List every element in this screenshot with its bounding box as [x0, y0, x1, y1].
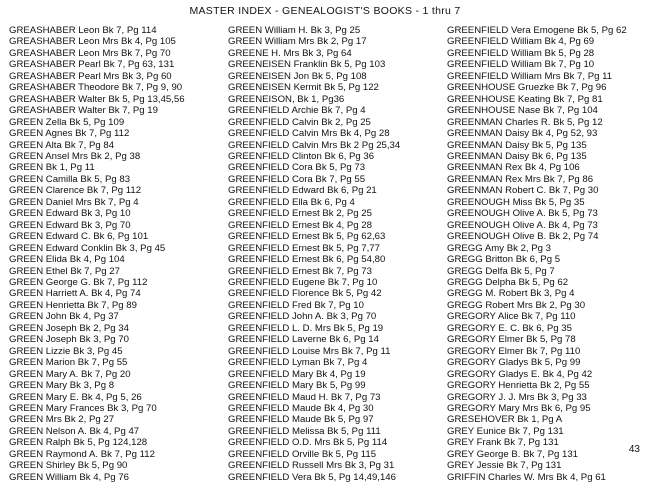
index-entry: GREGORY Henrietta Bk 2, Pg 55 — [447, 380, 590, 392]
index-entry: GREENMAN Daisy Bk 6, Pg 135 — [447, 150, 587, 162]
index-entry: GREY Eunice Bk 7, Pg 131 — [447, 425, 564, 437]
index-entry: GREEN William Mrs Bk 2, Pg 17 — [228, 36, 367, 48]
index-entry: GREEN Daniel Mrs Bk 7, Pg 4 — [9, 196, 139, 208]
index-entry: GREENEISEN Franklin Bk 5, Pg 103 — [228, 59, 386, 71]
index-entry: GREGORY Elmer Bk 5, Pg 78 — [447, 334, 576, 346]
index-entry: GREENFIELD Mary Bk 5, Pg 99 — [228, 380, 366, 392]
index-entry: GREENOUGH Olive B. Bk 2, Pg 74 — [447, 231, 599, 243]
index-entry: GREENFIELD Louise Mrs Bk 7, Pg 11 — [228, 345, 391, 357]
index-entry: GREENMAN Robert C. Bk 7, Pg 30 — [447, 185, 599, 197]
index-entry: GREENHOUSE Keating Bk 7, Pg 81 — [447, 93, 603, 105]
index-column-3 — [447, 25, 627, 483]
index-entry: GREENFIELD Archie Bk 7, Pg 4 — [228, 105, 366, 117]
index-entry: GREASHABER Pearl Mrs Bk 3, Pg 60 — [9, 70, 172, 82]
index-entry: GREEN Camilla Bk 5, Pg 83 — [9, 173, 131, 185]
index-entry: GREENFIELD William Mrs Bk 7, Pg 11 — [447, 70, 613, 82]
index-entry: GREEN John Bk 4, Pg 37 — [9, 311, 119, 323]
index-entry: GREENFIELD Ernest Bk 5, Pg 62,63 — [228, 231, 386, 243]
index-entry: GREGORY Elmer Bk 7, Pg 110 — [447, 345, 581, 357]
index-entry: GREGG Delfa Bk 5, Pg 7 — [447, 265, 555, 277]
index-entry: GREGORY Gladys Bk 5, Pg 99 — [447, 357, 581, 369]
index-entry: GREEN Mary A. Bk 7, Pg 20 — [9, 368, 131, 380]
index-entry: GREENFIELD Laverne Bk 6, Pg 14 — [228, 334, 379, 346]
index-entry: GREENFIELD John A. Bk 3, Pg 70 — [228, 311, 377, 323]
index-entry: GREEN Edward Conklin Bk 3, Pg 45 — [9, 242, 166, 254]
index-entry: GREGORY J. J. Mrs Bk 3, Pg 33 — [447, 391, 587, 403]
index-entry: GREY Frank Bk 7, Pg 131 — [447, 437, 559, 449]
index-entry: GREEN Mary Bk 3, Pg 8 — [9, 380, 115, 392]
index-entry: GREENFIELD Cora Bk 5, Pg 73 — [228, 162, 366, 174]
index-entry: GREASHABER Leon Mrs Bk 7, Pg 70 — [9, 47, 171, 59]
index-entry: GREENEISON, Bk 1, Pg36 — [228, 93, 345, 105]
index-entry: GREGORY Gladys E. Bk 4, Pg 42 — [447, 368, 593, 380]
index-entry: GREENFIELD Ernest Bk 6, Pg 54,80 — [228, 254, 386, 266]
index-entry: GREASHABER Walter Bk 5, Pg 13,45,56 — [9, 93, 185, 105]
index-entry: GREENFIELD Lyman Bk 7, Pg 4 — [228, 357, 368, 369]
index-entry: GRESEHOVER Bk 1, Pg A — [447, 414, 563, 426]
index-entry: GREENHOUSE Nase Bk 7, Pg 104 — [447, 105, 598, 117]
index-entry: GREENFIELD Ella Bk 6, Pg 4 — [228, 196, 355, 208]
index-entry: GREASHABER Leon Mrs Bk 4, Pg 105 — [9, 36, 176, 48]
index-entry: GREENFIELD Clinton Bk 6, Pg 36 — [228, 150, 375, 162]
index-entry: GREEN Marion Bk 7, Pg 55 — [9, 357, 128, 369]
index-entry: GREENFIELD Russell Mrs Bk 3, Pg 31 — [228, 460, 395, 472]
index-entry: GREEN William Bk 4, Pg 76 — [9, 471, 129, 483]
index-entry: GREENFIELD Fred Bk 7, Pg 10 — [228, 299, 364, 311]
index-entry: GREEN Elida Bk 4, Pg 104 — [9, 254, 125, 266]
index-entry: GREEN William H. Bk 3, Pg 25 — [228, 25, 361, 36]
index-entry: GREENFIELD Calvin Mrs Bk 4, Pg 28 — [228, 128, 390, 140]
index-entry: GREASHABER Pearl Bk 7, Pg 63, 131 — [9, 59, 175, 71]
index-entry: GREENFIELD Ernest Bk 2, Pg 25 — [228, 208, 372, 220]
index-entry: GREENFIELD Edward Bk 6, Pg 21 — [228, 185, 377, 197]
index-entry: GREENFIELD Maude Bk 5, Pg 97 — [228, 414, 374, 426]
index-entry: GREENFIELD William Bk 5, Pg 28 — [447, 47, 595, 59]
index-entry: GREEN Ralph Bk 5, Pg 124,128 — [9, 437, 148, 449]
index-entry: GREENEISEN Kermit Bk 5, Pg 122 — [228, 82, 379, 94]
index-entry: GREGG M. Robert Bk 3, Pg 4 — [447, 288, 575, 300]
index-entry: GREEN Mary Frances Bk 3, Pg 70 — [9, 402, 157, 414]
index-entry: GREENFIELD William Bk 4, Pg 69 — [447, 36, 595, 48]
index-entry: GREEN Zella Bk 5, Pg 109 — [9, 116, 125, 128]
index-entry: GREEN Edward Bk 3, Pg 10 — [9, 208, 131, 220]
index-entry: GREENE H. Mrs Bk 3, Pg 64 — [228, 47, 352, 59]
index-entry: GREENMAN Rex Mrs Bk 7, Pg 86 — [447, 173, 594, 185]
index-entry: GREENOUGH Olive A. Bk 4, Pg 73 — [447, 219, 598, 231]
index-entry: GREENFIELD Florence Bk 5, Pg 42 — [228, 288, 382, 300]
index-entry: GREENOUGH Miss Bk 5, Pg 35 — [447, 196, 585, 208]
index-entry: GREEN Joseph Bk 3, Pg 70 — [9, 334, 129, 346]
index-entry: GREENFIELD Calvin Mrs Bk 2 Pg 25,34 — [228, 139, 401, 151]
index-entry: GREGORY E. C. Bk 6, Pg 35 — [447, 322, 572, 334]
index-entry: GREENFIELD Vera Bk 5, Pg 14,49,146 — [228, 471, 396, 483]
index-entry: GREENFIELD Maude Bk 4, Pg 30 — [228, 402, 374, 414]
index-entry: GREEN Mary E. Bk 4, Pg 5, 26 — [9, 391, 142, 403]
index-entry: GREENMAN Daisy Bk 4, Pg 52, 93 — [447, 128, 598, 140]
index-entry: GREENFIELD O.D. Mrs Bk 5, Pg 114 — [228, 437, 388, 449]
index-entry: GREENOUGH Olive A. Bk 5, Pg 73 — [447, 208, 598, 220]
index-entry: GREEN George G. Bk 7, Pg 112 — [9, 276, 148, 288]
index-entry: GREENFIELD Calvin Bk 2, Pg 25 — [228, 116, 371, 128]
index-entry: GREASHABER Theodore Bk 7, Pg 9, 90 — [9, 82, 183, 94]
index-entry: GREGORY Alice Bk 7, Pg 110 — [447, 311, 576, 323]
index-entry: GREGG Robert Mrs Bk 2, Pg 30 — [447, 299, 586, 311]
index-entry: GREGG Delpha Bk 5, Pg 62 — [447, 276, 569, 288]
index-entry: GREENFIELD Maud H. Bk 7, Pg 73 — [228, 391, 381, 403]
index-entry: GREEN Joseph Bk 2, Pg 34 — [9, 322, 129, 334]
index-entry: GREEN Ansel Mrs Bk 2, Pg 38 — [9, 150, 141, 162]
index-entry: GREGG Britton Bk 6, Pg 5 — [447, 254, 561, 266]
index-entry: GREEN Nelson A. Bk 4, Pg 47 — [9, 425, 140, 437]
index-entry: GREENFIELD Ernest Bk 5, Pg 7,77 — [228, 242, 380, 254]
index-entry: GREEN Agnes Bk 7, Pg 112 — [9, 128, 130, 140]
index-entry: GREEN Edward Bk 3, Pg 70 — [9, 219, 131, 231]
index-entry: GREENMAN Charles R. Bk 5, Pg 12 — [447, 116, 603, 128]
index-entry: GREY Jessie Bk 7, Pg 131 — [447, 460, 562, 472]
index-entry: GREENFIELD Ernest Bk 4, Pg 28 — [228, 219, 372, 231]
index-entry: GREENFIELD William Bk 7, Pg 10 — [447, 59, 595, 71]
index-entry: GREENFIELD Ernest Bk 7, Pg 73 — [228, 265, 372, 277]
index-entry: GREENHOUSE Gruezke Bk 7, Pg 96 — [447, 82, 607, 94]
index-entry: GREENFIELD Vera Emogene Bk 5, Pg 62 — [447, 25, 627, 36]
index-entry: GREGG Amy Bk 2, Pg 3 — [447, 242, 551, 254]
index-entry: GREEN Henrietta Bk 7, Pg 89 — [9, 299, 137, 311]
index-entry: GREENMAN Daisy Bk 5, Pg 135 — [447, 139, 587, 151]
index-entry: GREEN Ethel Bk 7, Pg 27 — [9, 265, 120, 277]
index-entry: GREENMAN Rex Bk 4, Pg 106 — [447, 162, 580, 174]
index-entry: GREEN Harriett A. Bk 4, Pg 74 — [9, 288, 141, 300]
index-entry: GREY George B. Bk 7, Pg 131 — [447, 448, 579, 460]
index-entry: GREASHABER Leon Bk 7, Pg 114 — [9, 25, 157, 36]
index-entry: GREENFIELD L. D. Mrs Bk 5, Pg 19 — [228, 322, 384, 334]
index-entry: GREEN Edward C. Bk 6, Pg 101 — [9, 231, 149, 243]
page-header: MASTER INDEX - GENEALOGIST'S BOOKS - 1 thru 7 — [189, 5, 461, 17]
index-entry: GREEN Shirley Bk 5, Pg 90 — [9, 460, 128, 472]
index-entry: GREEN Clarence Bk 7, Pg 112 — [9, 185, 142, 197]
index-entry: GREENFIELD Orville Bk 5, Pg 115 — [228, 448, 377, 460]
index-entry: GREENFIELD Cora Bk 7, Pg 55 — [228, 173, 366, 185]
page-number: 43 — [628, 444, 640, 455]
index-entry: GREENFIELD Mary Bk 4, Pg 19 — [228, 368, 366, 380]
index-entry: GREENFIELD Melissa Bk 5, Pg 111 — [228, 425, 381, 437]
index-entry: GREEN Bk 1, Pg 11 — [9, 162, 95, 174]
index-column-1 — [9, 25, 185, 483]
index-entry: GREGORY Mary Mrs Bk 6, Pg 95 — [447, 402, 591, 414]
index-entry: GREASHABER Walter Bk 7, Pg 19 — [9, 105, 158, 117]
index-entry: GREENEISEN Jon Bk 5, Pg 108 — [228, 70, 367, 82]
index-entry: GREEN Mrs Bk 2, Pg 27 — [9, 414, 115, 426]
index-entry: GREEN Lizzie Bk 3, Pg 45 — [9, 345, 123, 357]
index-entry: GREEN Alta Bk 7, Pg 84 — [9, 139, 115, 151]
index-entry: GREEN Raymond A. Bk 7, Pg 112 — [9, 448, 155, 460]
index-entry: GRIFFIN Charles W. Mrs Bk 4, Pg 61 — [447, 471, 606, 483]
index-column-2 — [228, 25, 400, 483]
index-entry: GREENFIELD Eugene Bk 7, Pg 10 — [228, 276, 378, 288]
